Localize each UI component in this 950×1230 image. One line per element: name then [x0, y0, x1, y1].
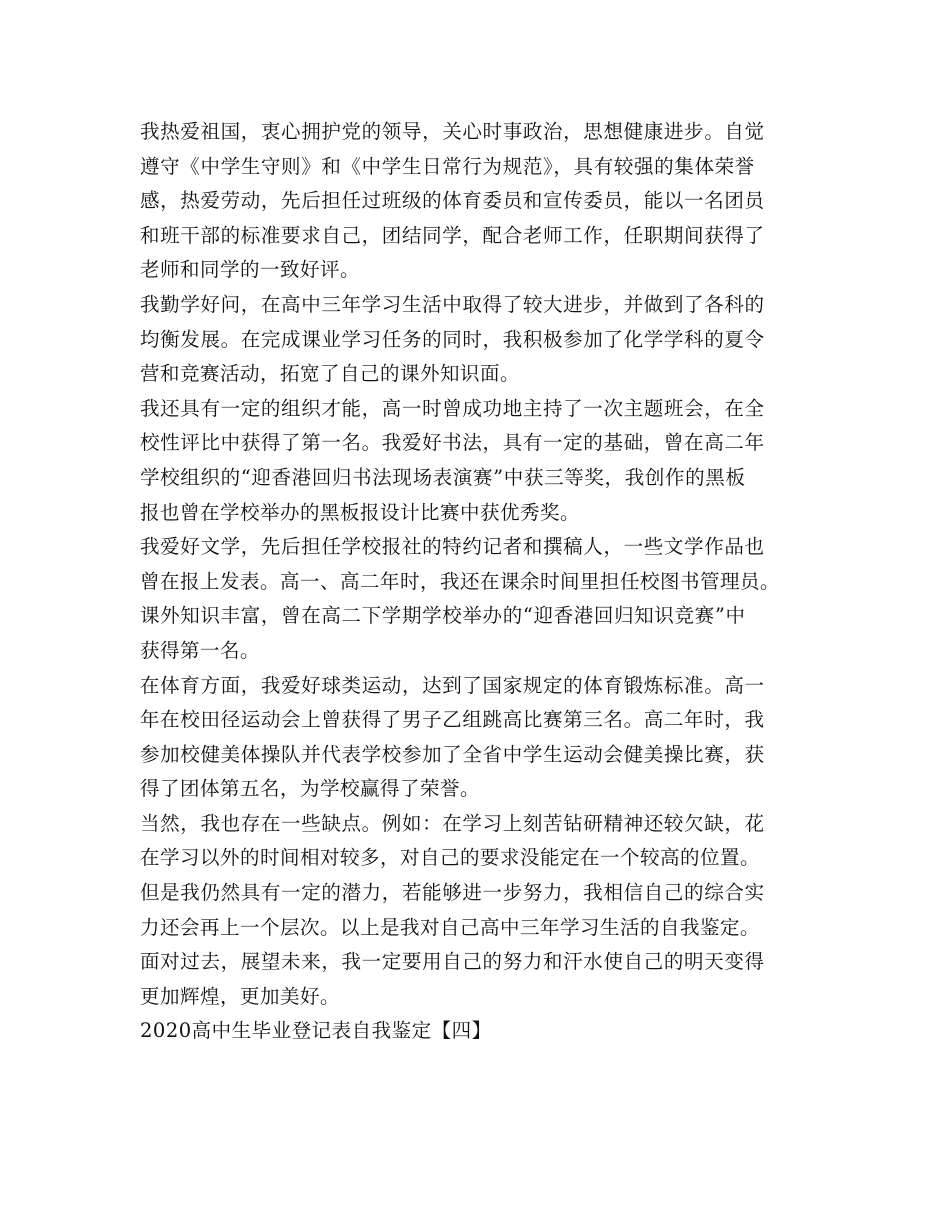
section-heading: 2020高中生毕业登记表自我鉴定【四】: [140, 1019, 492, 1043]
text-line: 更加辉煌，更加美好。: [140, 984, 341, 1008]
text-line: 在学习以外的时间相对较多，对自己的要求没能定在一个较高的位置。: [140, 846, 761, 870]
text-line: 我爱好文学，先后担任学校报社的特约记者和撰稿人，一些文学作品也: [140, 535, 765, 559]
text-line: 在体育方面，我爱好球类运动，达到了国家规定的体育锻炼标准。高一: [140, 673, 765, 697]
text-line: 但是我仍然具有一定的潜力，若能够进一步努力，我相信自己的综合实: [140, 881, 765, 905]
text-line: 营和竞赛活动，拓宽了自己的课外知识面。: [140, 362, 521, 386]
text-line: 老师和同学的一致好评。: [140, 258, 361, 282]
document-body: [140, 115, 820, 1049]
text-line: 均衡发展。在完成课业学习任务的同时，我积极参加了化学学科的夏令: [140, 327, 765, 351]
text-line: 报也曾在学校举办的黑板报设计比赛中获优秀奖。: [140, 500, 581, 524]
text-line: 曾在报上发表。高一、高二年时，我还在课余时间里担任校图书管理员。: [140, 569, 781, 593]
text-line: 和班干部的标准要求自己，团结同学，配合老师工作，任职期间获得了: [140, 223, 765, 247]
text-line: 我勤学好问，在高中三年学习生活中取得了较大进步，并做到了各科的: [140, 292, 765, 316]
text-line: 遵守《中学生守则》和《中学生日常行为规范》，具有较强的集体荣誉: [140, 154, 755, 178]
text-line: 学校组织的“迎香港回归书法现场表演赛”中获三等奖，我创作的黑板: [140, 465, 746, 489]
text-line: 课外知识丰富，曾在高二下学期学校举办的“迎香港回归知识竞赛”中: [140, 604, 746, 628]
text-line: 参加校健美体操队并代表学校参加了全省中学生运动会健美操比赛，获: [140, 742, 765, 766]
text-line: 获得第一名。: [140, 638, 261, 662]
text-line: 我还具有一定的组织才能，高一时曾成功地主持了一次主题班会，在全: [140, 396, 765, 420]
text-line: 感，热爱劳动，先后担任过班级的体育委员和宣传委员，能以一名团员: [140, 189, 765, 213]
text-line: 我热爱祖国，衷心拥护党的领导，关心时事政治，思想健康进步。自觉: [140, 120, 765, 143]
text-line: 年在校田径运动会上曾获得了男子乙组跳高比赛第三名。高二年时，我: [140, 708, 765, 732]
text-line: 校性评比中获得了第一名。我爱好书法，具有一定的基础，曾在高二年: [140, 431, 765, 455]
text-line: 当然，我也存在一些缺点。例如：在学习上刻苦钻研精神还较欠缺，花: [140, 811, 765, 835]
text-line: 得了团体第五名，为学校赢得了荣誉。: [140, 777, 481, 801]
text-line: 力还会再上一个层次。以上是我对自己高中三年学习生活的自我鉴定。: [140, 915, 761, 939]
text-line: 面对过去，展望未来，我一定要用自己的努力和汗水使自己的明天变得: [140, 950, 765, 974]
